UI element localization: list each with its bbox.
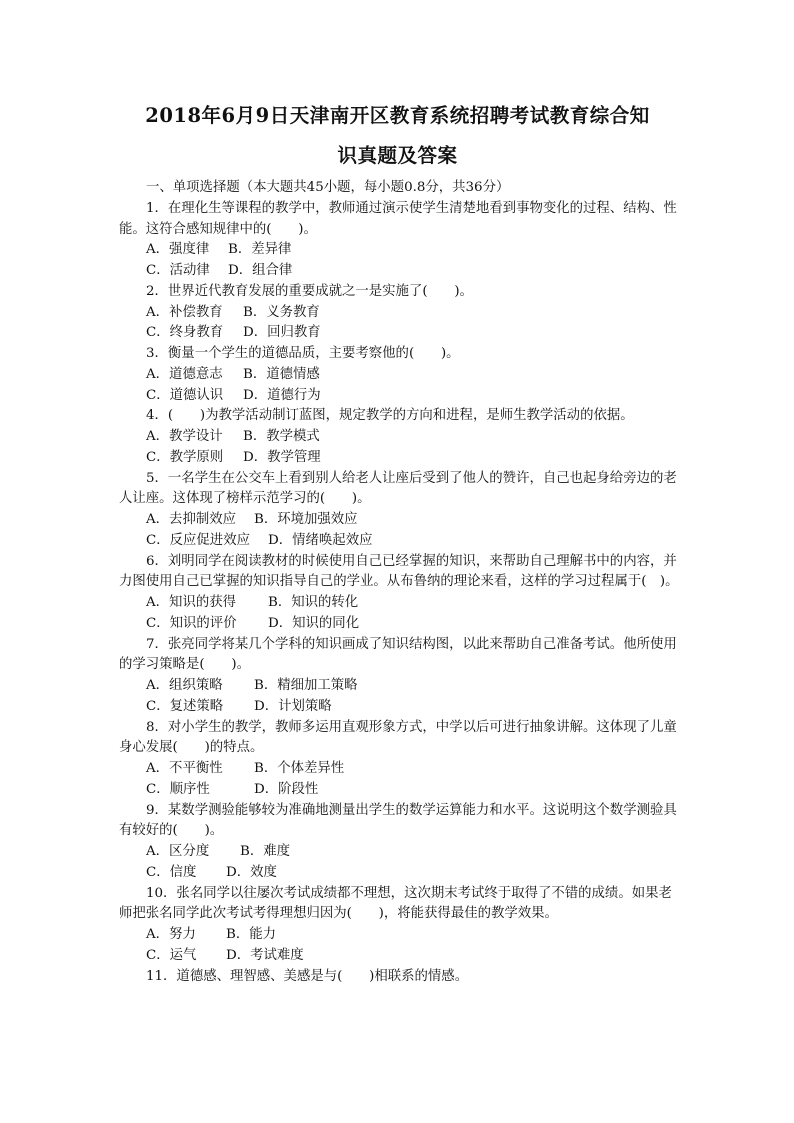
option-row xyxy=(119,863,679,884)
option-a: A．区分度 xyxy=(146,844,210,859)
option-row xyxy=(119,510,679,531)
option-d: D．组合律 xyxy=(228,263,293,278)
option-c: C．运气 xyxy=(146,947,197,963)
option-b: B．难度 xyxy=(240,844,291,859)
question-11: 11．道德感、理智感、美感是与( )相联系的情感。 xyxy=(146,968,469,984)
option-c: C．活动律 xyxy=(146,263,210,278)
option-a: A．教学设计 xyxy=(146,429,223,444)
option-row xyxy=(119,427,679,448)
option-row xyxy=(119,386,679,407)
option-c: C．复述策略 xyxy=(146,698,224,714)
option-row xyxy=(119,946,679,967)
option-c: C．道德认识 xyxy=(146,387,224,403)
option-d: D．情绪唤起效应 xyxy=(268,532,373,548)
question-7: 7．张亮同学将某几个学科的知识画成了知识结构图，以此来帮助自己准备考试。他所使用的学习策略是( )。 xyxy=(119,636,677,673)
question-6: 6．刘明同学在阅读教材的时候使用自己已经掌握的知识，来帮助自己理解书中的内容，并力图使用自己已掌握的知识指导自己的学业。从布鲁纳的理论来看，这样的学习过程属于( )。 xyxy=(119,553,679,590)
option-b: B．道德情感 xyxy=(243,366,320,382)
option-a: A．不平衡性 xyxy=(146,761,223,776)
option-b: B．知识的转化 xyxy=(268,595,359,610)
option-a: A．去抑制效应 xyxy=(146,512,237,527)
option-b: B．差异律 xyxy=(228,242,292,258)
option-c: C．反应促进效应 xyxy=(146,532,250,548)
option-a: A．知识的获得 xyxy=(146,595,237,610)
option-b: B．精细加工策略 xyxy=(254,678,358,693)
option-c: C．终身教育 xyxy=(146,325,224,341)
option-d: D．阶段性 xyxy=(254,781,319,797)
option-row xyxy=(119,240,679,261)
option-d: D．考试难度 xyxy=(226,947,304,963)
option-row xyxy=(119,925,679,946)
option-b: B．义务教育 xyxy=(243,304,320,320)
question-2: 2．世界近代教育发展的重要成就之一是实施了( )。 xyxy=(146,283,473,299)
option-c: C．知识的评价 xyxy=(146,615,237,631)
option-row xyxy=(119,323,679,344)
option-row xyxy=(119,676,679,697)
option-c: C．顺序性 xyxy=(146,781,210,797)
option-row xyxy=(119,593,679,614)
question-4: 4．( )为教学活动制订蓝图，规定教学的方向和进程，是师生教学活动的依据。 xyxy=(146,408,634,424)
option-row xyxy=(119,697,679,718)
title-line-2: 识真题及答案 xyxy=(337,144,458,167)
option-a: A．补偿教育 xyxy=(146,304,223,320)
option-d: D．计划策略 xyxy=(254,698,332,714)
option-c: C．教学原则 xyxy=(146,449,224,465)
title-line-1: 2018年6月9日天津南开区教育系统招聘考试教育综合知 xyxy=(145,104,650,127)
option-row xyxy=(119,365,679,386)
option-d: D．回归教育 xyxy=(243,325,321,341)
question-3: 3．衡量一个学生的道德品质，主要考察他的( )。 xyxy=(146,346,460,361)
question-10: 10．张名同学以往屡次考试成绩都不理想，这次期末考试终于取得了不错的成绩。如果老师把张名同学此次考试考得理想归因为( )，将能获得最佳的教学效果。 xyxy=(119,885,672,922)
option-row xyxy=(119,303,679,324)
document-title xyxy=(120,96,675,176)
option-a: A．组织策略 xyxy=(146,678,223,693)
option-a: A．强度律 xyxy=(146,242,210,258)
option-row xyxy=(119,614,679,635)
option-d: D．道德行为 xyxy=(243,387,321,403)
option-row xyxy=(119,448,679,469)
option-b: B．环境加强效应 xyxy=(254,512,358,527)
option-b: B．教学模式 xyxy=(243,429,320,444)
option-row xyxy=(119,842,679,863)
option-row xyxy=(119,780,679,801)
question-8: 8．对小学生的教学，教师多运用直观形象方式，中学以后可进行抽象讲解。这体现了儿童身心发展( )的特点。 xyxy=(119,719,677,756)
option-row xyxy=(119,261,679,282)
question-9: 9．某数学测验能够较为准确地测量出学生的数学运算能力和水平。这说明这个数学测验具有较好的( )。 xyxy=(119,802,677,839)
option-b: B．能力 xyxy=(226,927,277,942)
question-5: 5．一名学生在公交车上看到别人给老人让座后受到了他人的赞许，自己也起身给旁边的老人让座。这体现了榜样示范学习的( )。 xyxy=(119,470,677,507)
question-1: 1．在理化生等课程的教学中，教师通过演示使学生清楚地看到事物变化的过程、结构、性能。这符合感知规律中的( )。 xyxy=(119,200,677,237)
option-d: D．教学管理 xyxy=(243,449,321,465)
option-a: A．道德意志 xyxy=(146,366,223,382)
option-row xyxy=(119,531,679,552)
option-c: C．信度 xyxy=(146,864,197,880)
option-a: A．努力 xyxy=(146,927,196,942)
option-b: B．个体差异性 xyxy=(254,761,345,776)
option-d: D．知识的同化 xyxy=(268,615,360,631)
option-d: D．效度 xyxy=(226,864,277,880)
question-list xyxy=(119,178,679,987)
option-row xyxy=(119,759,679,780)
section-heading: 一、单项选择题（本大题共45小题，每小题0.8分，共36分） xyxy=(146,180,510,195)
